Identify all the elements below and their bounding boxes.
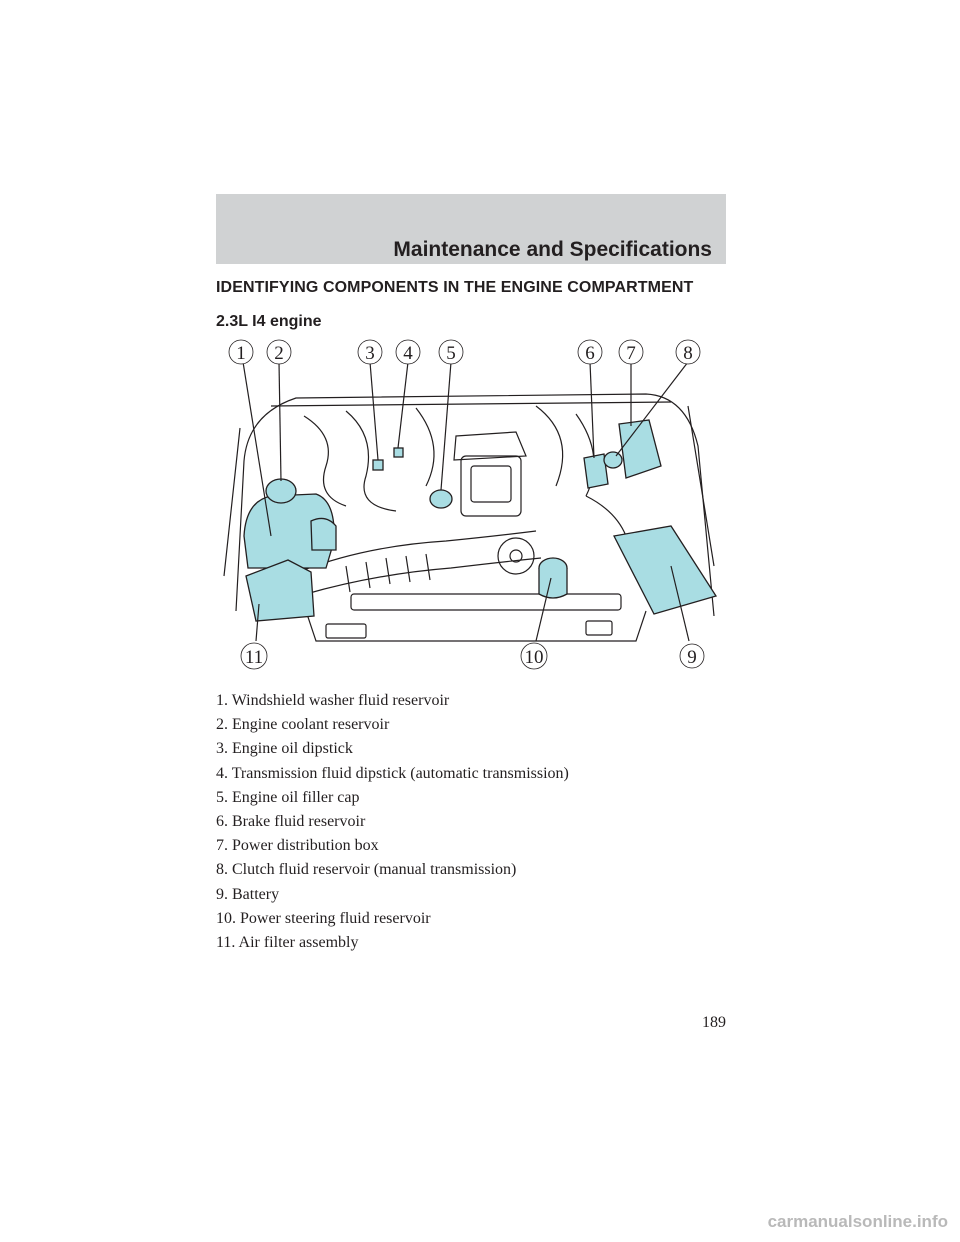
trans-dipstick-shape [394,448,403,457]
legend-item: 2. Engine coolant reservoir [216,716,390,734]
section-header-title: Maintenance and Specifications [393,238,712,261]
oil-filler-cap-shape [430,490,452,508]
hose-b [346,411,396,511]
leader-5 [441,362,451,490]
engine-compartment-diagram [216,336,726,676]
callout-9: 9 [687,647,697,668]
power-distribution-box-shape [619,420,661,478]
callout-11: 11 [244,647,264,668]
throttle-body [461,456,521,516]
leader-3 [370,362,378,460]
legend-item: 9. Battery [216,885,280,903]
page-number: 189 [702,1014,726,1031]
wire-harness [586,496,626,536]
hose-a [304,416,346,506]
callout-10: 10 [524,647,544,668]
tube-ribs [346,554,430,592]
legend-item: 3. Engine oil dipstick [216,740,353,758]
hose-d [536,406,563,486]
callout-5: 5 [446,343,456,364]
section-heading: IDENTIFYING COMPONENTS IN THE ENGINE COMPARTMENT [216,279,694,296]
engine-illustration [216,336,726,676]
legend-item: 4. Transmission fluid dipstick (automatic transmission) [216,764,569,782]
engine-heading: 2.3L I4 engine [216,313,322,330]
legend-item: 10. Power steering fluid reservoir [216,909,431,927]
legend-item: 7. Power distribution box [216,837,379,855]
latch-left [326,624,366,638]
oil-dipstick-shape [373,460,383,470]
callout-3: 3 [365,343,375,364]
air-intake-tube-bottom [306,558,541,594]
cowl-line [271,402,671,406]
highlighted-components [244,420,716,621]
callout-8: 8 [683,343,693,364]
pulley [498,538,534,574]
radiator-top [351,594,621,610]
callout-7: 7 [626,343,636,364]
latch-right [586,621,612,635]
leader-2 [279,362,281,481]
callout-6: 6 [585,343,595,364]
clutch-reservoir-shape [604,452,622,468]
watermark: carmanualsonline.info [767,1212,948,1231]
front-bumper [306,611,646,641]
legend-item: 11. Air filter assembly [216,933,359,951]
power-steering-body-shape [539,568,567,598]
section-header-band [216,194,726,264]
coolant-reservoir-body-shape [311,518,336,550]
throttle-plate [471,466,511,502]
battery-shape [614,526,716,614]
callout-4: 4 [403,343,413,364]
legend-item: 8. Clutch fluid reservoir (manual transmission) [216,861,517,879]
air-filter-shape [246,560,314,621]
legend-item: 1. Windshield washer fluid reservoir [216,692,450,709]
callout-2: 2 [274,343,284,364]
callout-1: 1 [236,343,246,364]
legend-item: 5. Engine oil filler cap [216,788,360,806]
legend-item: 6. Brake fluid reservoir [216,812,366,830]
component-legend [216,689,569,955]
hose-c [416,408,434,486]
coolant-reservoir-cap-shape [266,479,296,503]
